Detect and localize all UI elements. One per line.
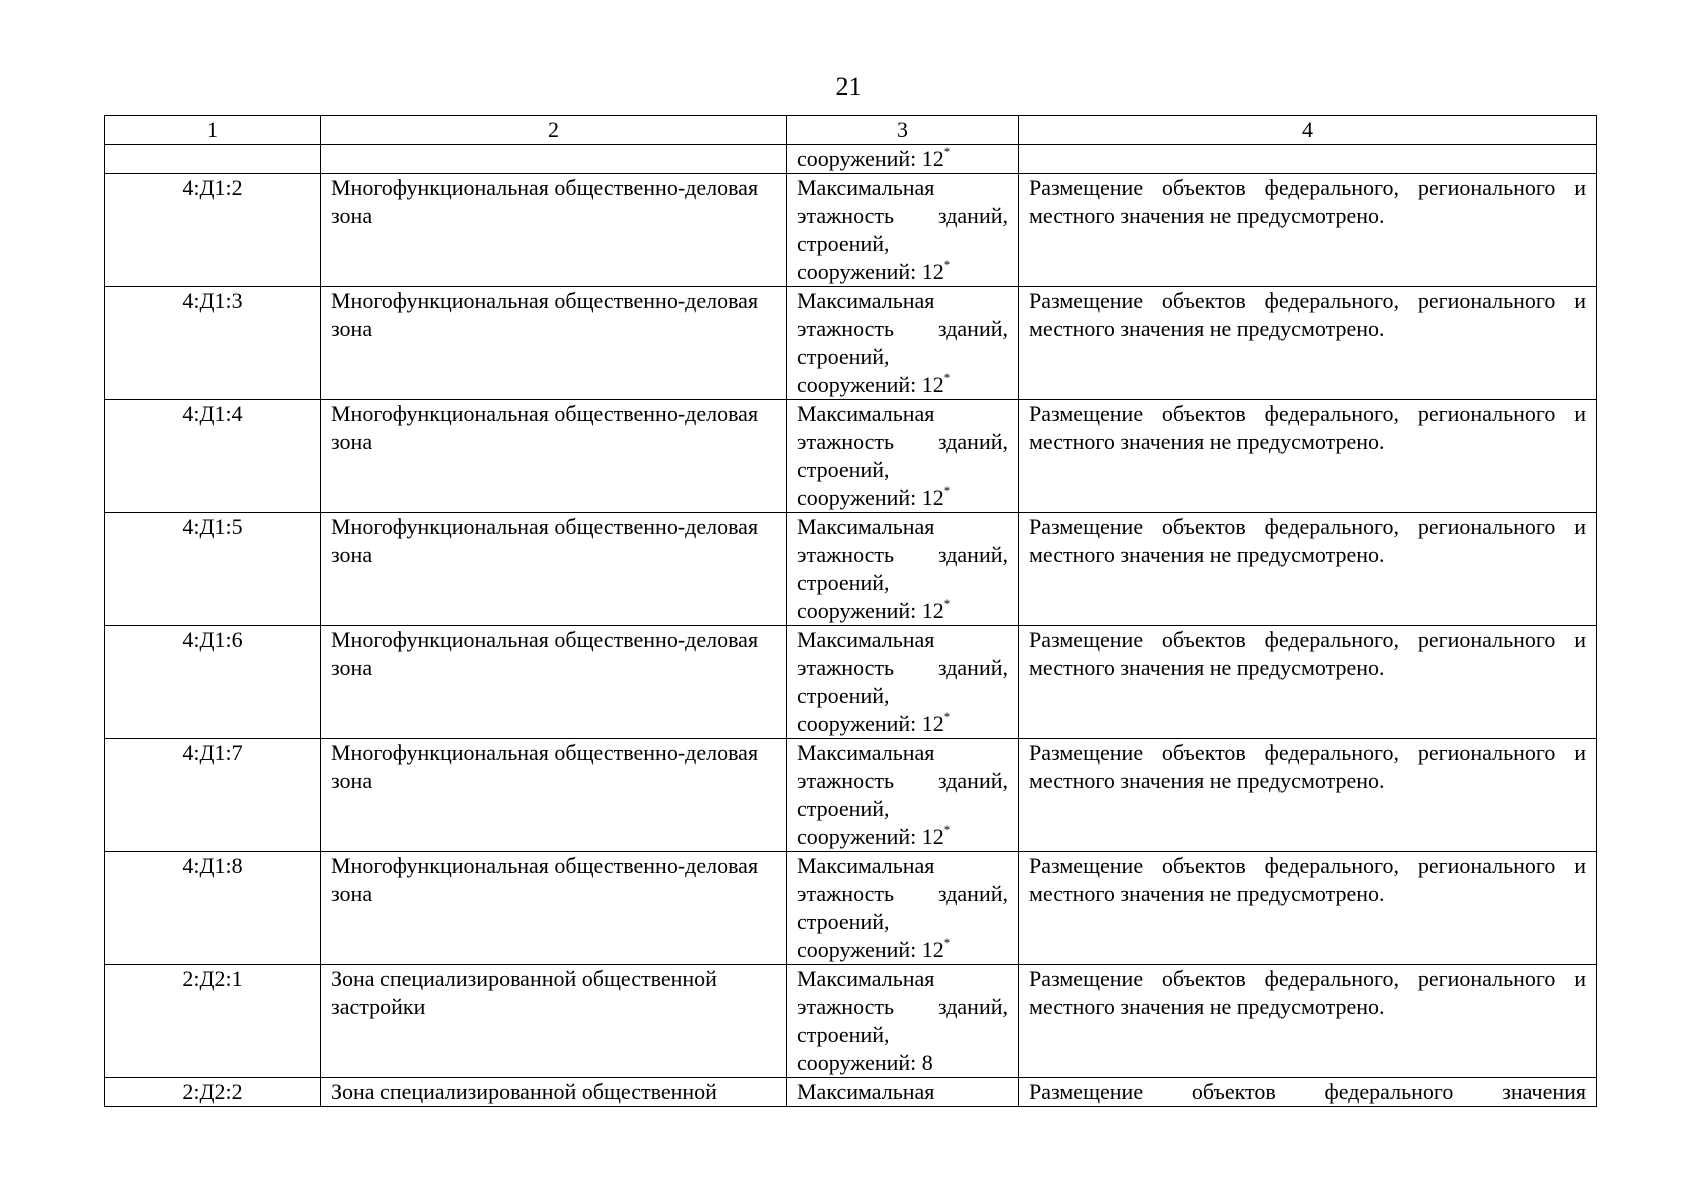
parameter-text-last: сооружений: 12 xyxy=(797,937,944,962)
objects-cell: Размещение объектов федерального, регионального и местного значения не предусмотрено. xyxy=(1019,174,1597,287)
continuation-row xyxy=(105,145,1597,174)
parameter-text-last: сооружений: 8 xyxy=(797,1050,933,1075)
parameter-cell xyxy=(787,852,1019,965)
zone-name-cell: Многофункциональная общественно-деловая зона xyxy=(321,626,787,739)
footnote-mark: * xyxy=(943,369,951,385)
zone-name-cell: Многофункциональная общественно-деловая зона xyxy=(321,174,787,287)
parameter-text: Максимальная этажность зданий, строений, xyxy=(797,966,1008,1047)
table-row xyxy=(105,965,1597,1078)
objects-cell: Размещение объектов федерального, регионального и местного значения не предусмотрено. xyxy=(1019,739,1597,852)
parameter-text: Максимальная этажность зданий, строений, xyxy=(797,627,1008,708)
parameter-text-last: сооружений: 12 xyxy=(797,485,944,510)
parameter-text: Максимальная этажность зданий, строений, xyxy=(797,401,1008,482)
parameter-cell xyxy=(787,174,1019,287)
zone-code-cell: 4:Д1:4 xyxy=(105,400,321,513)
column-header-2: 2 xyxy=(321,116,787,145)
zone-code-cell: 4:Д1:2 xyxy=(105,174,321,287)
table-row xyxy=(105,1078,1597,1107)
parameter-text-last: сооружений: 12 xyxy=(797,711,944,736)
parameter-text: Максимальная этажность зданий, строений, xyxy=(797,175,1008,256)
parameter-text-last: сооружений: 12 xyxy=(797,598,944,623)
column-header-3: 3 xyxy=(787,116,1019,145)
objects-cell: Размещение объектов федерального, регионального и местного значения не предусмотрено. xyxy=(1019,852,1597,965)
zone-code-cell: 4:Д1:3 xyxy=(105,287,321,400)
parameter-cell xyxy=(787,287,1019,400)
zone-code-cell: 4:Д1:8 xyxy=(105,852,321,965)
table-row xyxy=(105,739,1597,852)
objects-cell: Размещение объектов федерального, регионального и местного значения не предусмотрено. xyxy=(1019,513,1597,626)
footnote-mark: * xyxy=(943,595,951,611)
header-row xyxy=(105,116,1597,145)
parameter-text-last: сооружений: 12 xyxy=(797,259,944,284)
parameter-cell xyxy=(787,626,1019,739)
footnote-mark: * xyxy=(943,934,951,950)
zone-name-cell: Зона специализированной общественной застройки xyxy=(321,965,787,1078)
page-number: 21 xyxy=(835,72,862,101)
zone-name-cell: Многофункциональная общественно-деловая зона xyxy=(321,739,787,852)
footnote-mark: * xyxy=(943,482,951,498)
parameter-cell xyxy=(787,965,1019,1078)
zone-name-cell: Многофункциональная общественно-деловая зона xyxy=(321,400,787,513)
footnote-mark: * xyxy=(943,708,951,724)
parameter-cell xyxy=(787,739,1019,852)
parameter-cell xyxy=(787,145,1019,174)
zone-name-cell xyxy=(321,145,787,174)
zone-code-cell: 4:Д1:5 xyxy=(105,513,321,626)
column-header-1: 1 xyxy=(105,116,321,145)
table-row xyxy=(105,400,1597,513)
footnote-mark: * xyxy=(943,144,951,159)
parameter-text: сооружений: 12 xyxy=(797,146,944,171)
zone-name-cell: Многофункциональная общественно-деловая зона xyxy=(321,287,787,400)
table-row xyxy=(105,174,1597,287)
zone-name-cell: Зона специализированной общественной xyxy=(321,1078,787,1107)
footnote-mark: * xyxy=(943,821,951,837)
parameter-text: Максимальная этажность зданий, строений, xyxy=(797,853,1008,934)
zone-code-cell: 2:Д2:1 xyxy=(105,965,321,1078)
zones-table xyxy=(104,115,1597,1107)
footnote-mark: * xyxy=(943,256,951,272)
zone-name-cell: Многофункциональная общественно-деловая зона xyxy=(321,852,787,965)
zone-code-cell: 4:Д1:6 xyxy=(105,626,321,739)
parameter-text-last: сооружений: 12 xyxy=(797,372,944,397)
parameter-cell xyxy=(787,513,1019,626)
table-row xyxy=(105,513,1597,626)
table-row xyxy=(105,852,1597,965)
table-row xyxy=(105,287,1597,400)
zone-code-cell: 4:Д1:7 xyxy=(105,739,321,852)
parameter-cell: Максимальная xyxy=(787,1078,1019,1107)
objects-cell: Размещение объектов федерального, регионального и местного значения не предусмотрено. xyxy=(1019,626,1597,739)
objects-cell: Размещение объектов федерального, регионального и местного значения не предусмотрено. xyxy=(1019,400,1597,513)
objects-cell: Размещение объектов федерального значения xyxy=(1019,1078,1597,1107)
parameter-text: Максимальная этажность зданий, строений, xyxy=(797,514,1008,595)
objects-cell: Размещение объектов федерального, регионального и местного значения не предусмотрено. xyxy=(1019,287,1597,400)
parameter-text: Максимальная этажность зданий, строений, xyxy=(797,740,1008,821)
zone-name-cell: Многофункциональная общественно-деловая зона xyxy=(321,513,787,626)
column-header-4: 4 xyxy=(1019,116,1597,145)
objects-cell xyxy=(1019,145,1597,174)
parameter-text-last: сооружений: 12 xyxy=(797,824,944,849)
zone-code-cell xyxy=(105,145,321,174)
parameter-text: Максимальная этажность зданий, строений, xyxy=(797,288,1008,369)
table-row xyxy=(105,626,1597,739)
zone-code-cell: 2:Д2:2 xyxy=(105,1078,321,1107)
parameter-cell xyxy=(787,400,1019,513)
objects-cell: Размещение объектов федерального, регионального и местного значения не предусмотрено. xyxy=(1019,965,1597,1078)
